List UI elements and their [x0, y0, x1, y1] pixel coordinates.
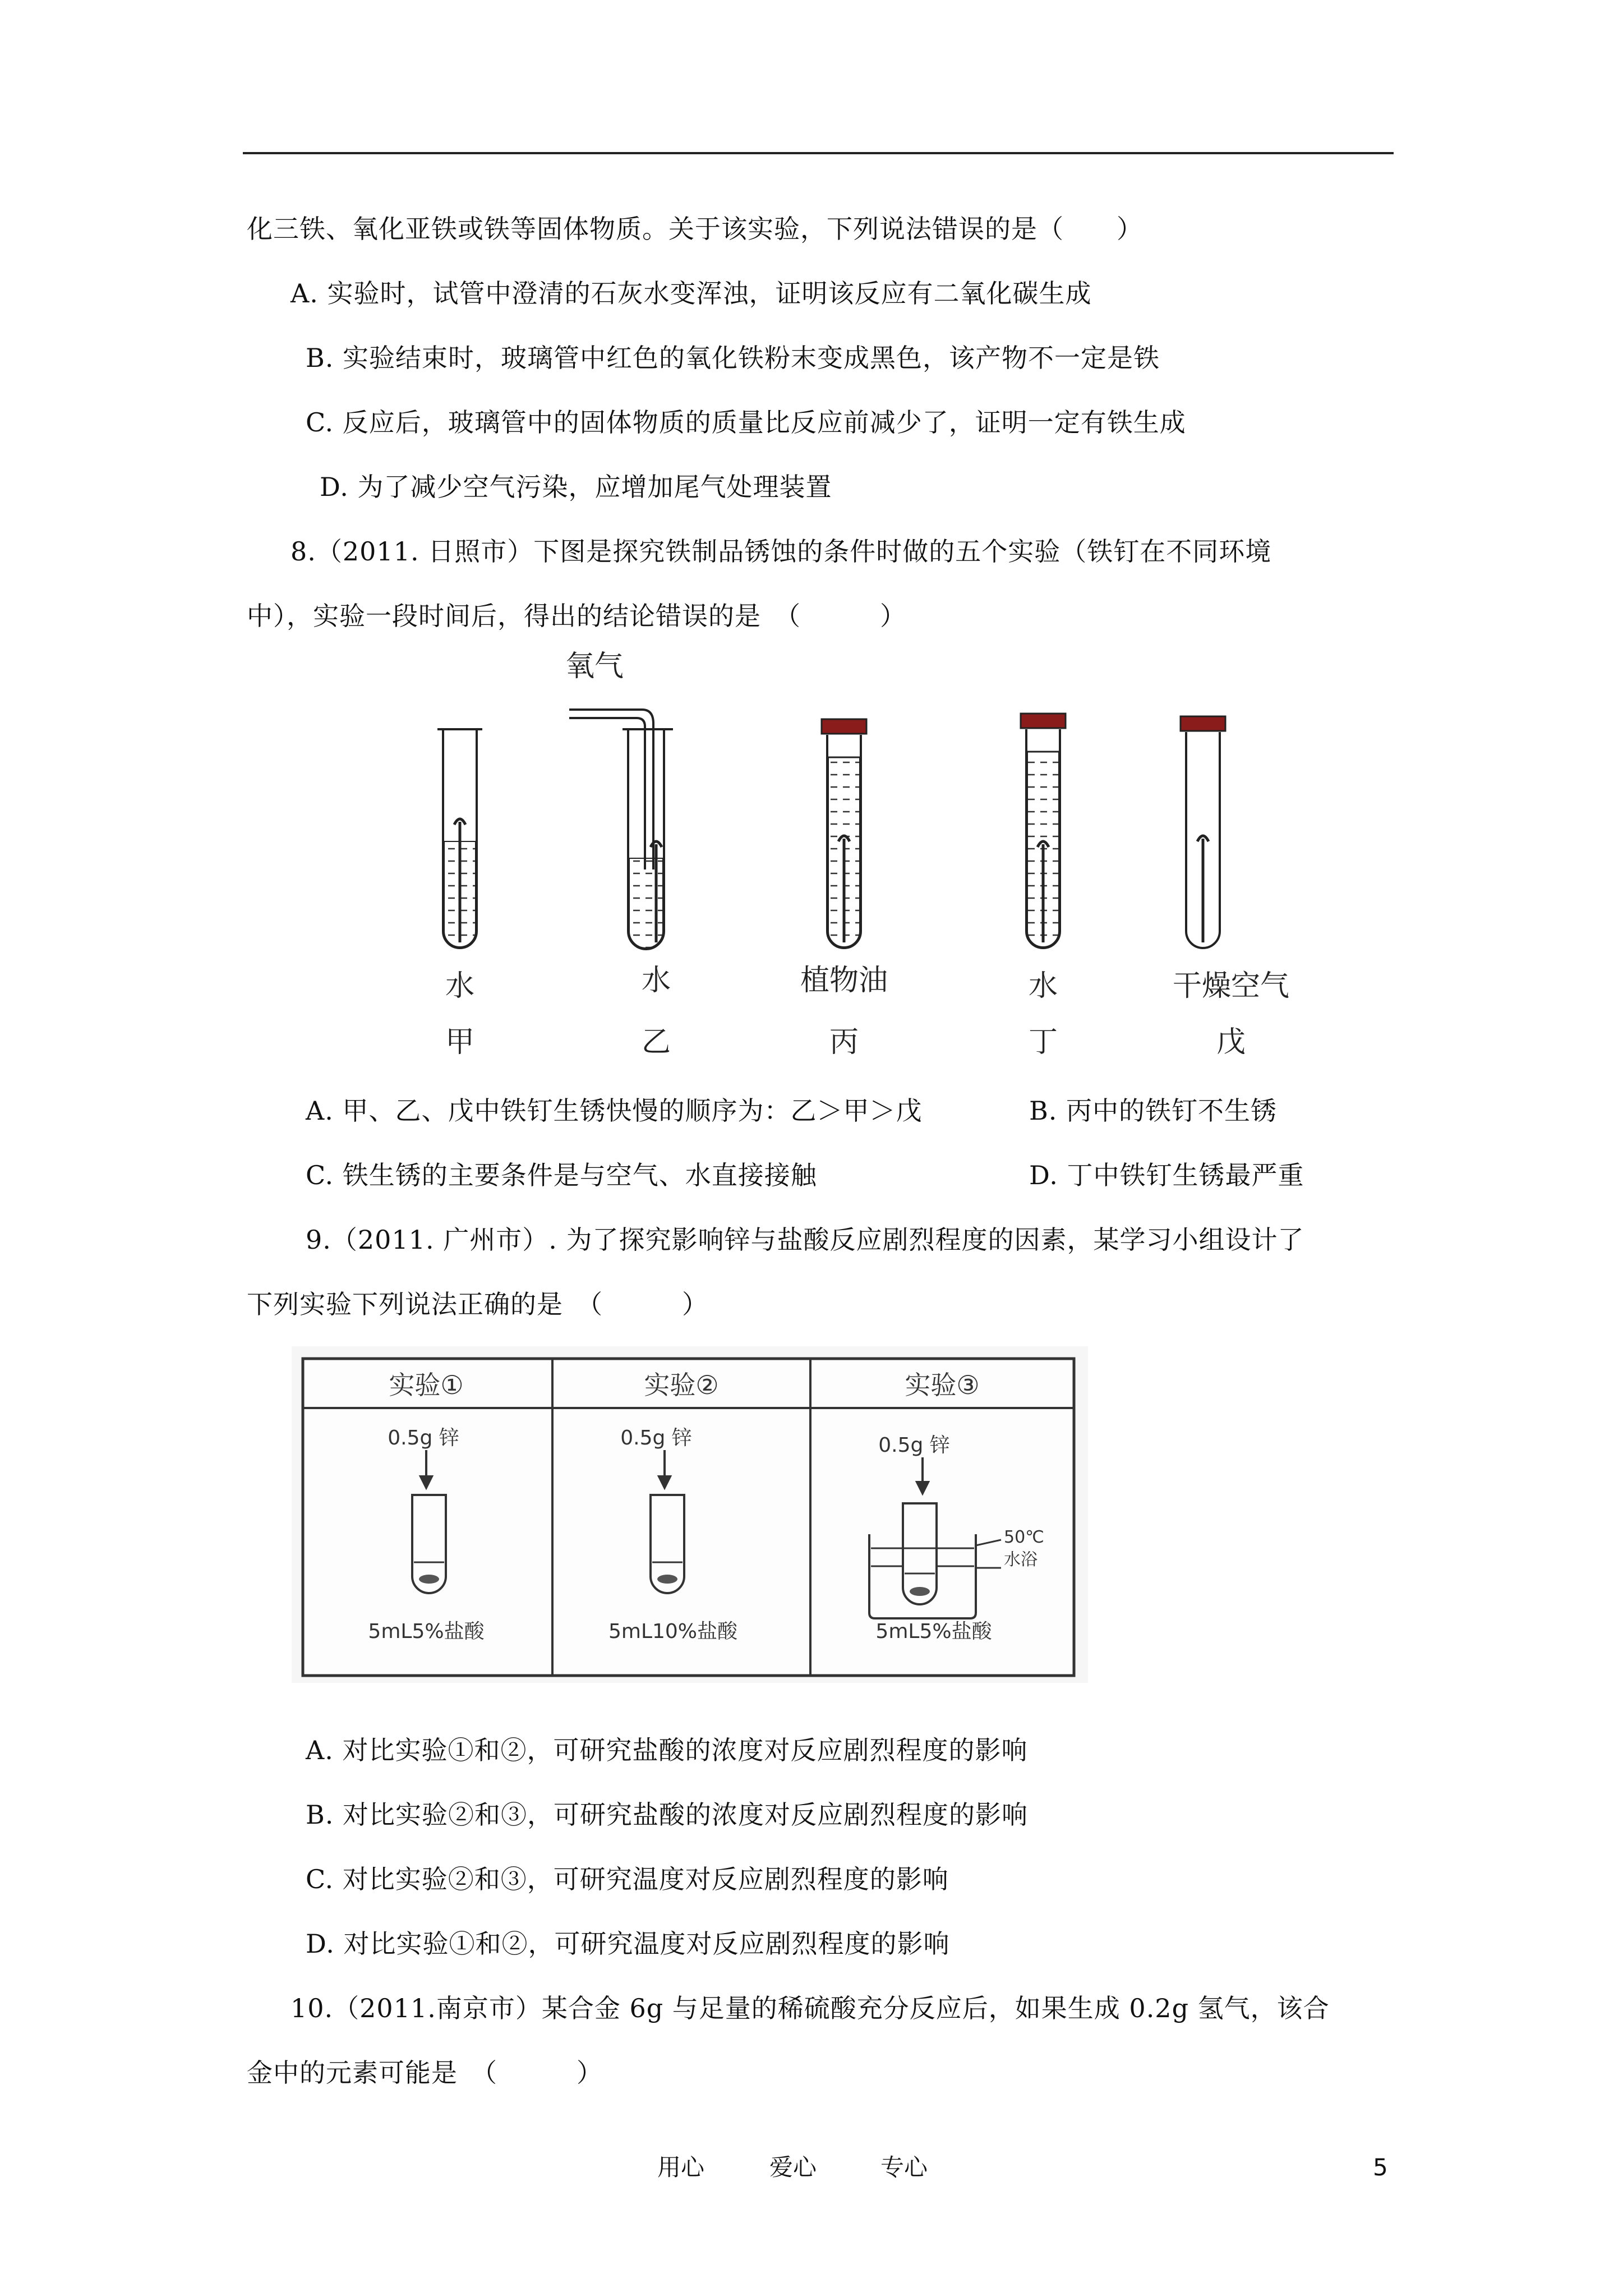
question-9-line-1: 9.（2011. 广州市）. 为了探究影响锌与盐酸反应剧烈程度的因素，某学习小组设计了 — [306, 1225, 1304, 1255]
table-header: 实验③ — [905, 1370, 980, 1400]
acid-label: 5mL5%盐酸 — [368, 1620, 485, 1643]
option-9a: A. 对比实验①和②，可研究盐酸的浓度对反应剧烈程度的影响 — [306, 1735, 1028, 1765]
page-number: 5 — [1373, 2154, 1388, 2181]
bath-temperature: 50℃ — [1004, 1527, 1044, 1547]
zinc-label: 0.5g 锌 — [388, 1427, 459, 1450]
question-10-line-1: 10.（2011.南京市）某合金 6g 与足量的稀硫酸充分反应后，如果生成 0.2g 氢气，该合 — [291, 1993, 1330, 2023]
question-10-line-2: 金中的元素可能是 （ ） — [247, 2058, 603, 2088]
option-9c: C. 对比实验②和③，可研究温度对反应剧烈程度的影响 — [306, 1864, 949, 1894]
option-7d: D. 为了减少空气污染，应增加尾气处理装置 — [320, 472, 832, 502]
tube-content-label: 水 — [641, 964, 671, 997]
footer-text: 专心 — [880, 2154, 928, 2181]
text-line: 化三铁、氧化亚铁或铁等固体物质。关于该实验，下列说法错误的是（ ） — [247, 214, 1143, 244]
option-8d: D. 丁中铁钉生锈最严重 — [1029, 1160, 1304, 1190]
option-7c: C. 反应后，玻璃管中的固体物质的质量比反应前减少了，证明一定有铁生成 — [306, 407, 1186, 438]
header-rule — [243, 152, 1394, 154]
bath-label: 水浴 — [1004, 1550, 1038, 1570]
zinc-acid-experiment-figure — [292, 1346, 1088, 1683]
footer-text: 爱心 — [769, 2154, 817, 2181]
question-9-line-2: 下列实验下列说法正确的是 （ ） — [247, 1289, 708, 1319]
rusting-experiment-figure — [409, 645, 1352, 1071]
tube-name-label: 甲 — [445, 1025, 475, 1059]
question-8-line-1: 8.（2011. 日照市）下图是探究铁制品锈蚀的条件时做的五个实验（铁钉在不同环境 — [291, 536, 1272, 567]
table-header: 实验② — [644, 1370, 719, 1400]
question-8-line-2: 中），实验一段时间后，得出的结论错误的是 （ ） — [247, 601, 906, 631]
option-7b: B. 实验结束时，玻璃管中红色的氧化铁粉末变成黑色，该产物不一定是铁 — [306, 343, 1160, 373]
option-9d: D. 对比实验①和②，可研究温度对反应剧烈程度的影响 — [306, 1929, 950, 1959]
table-header: 实验① — [389, 1370, 464, 1400]
tube-name-label: 乙 — [641, 1025, 671, 1059]
footer-text: 用心 — [657, 2154, 705, 2181]
option-8b: B. 丙中的铁钉不生锈 — [1029, 1096, 1278, 1126]
tube-content-label: 水 — [445, 969, 475, 1003]
zinc-label: 0.5g 锌 — [620, 1427, 692, 1450]
option-7a: A. 实验时，试管中澄清的石灰水变浑浊，证明该反应有二氧化碳生成 — [291, 278, 1092, 309]
gas-label: 氧气 — [565, 650, 624, 683]
tube-content-label: 植物油 — [800, 964, 888, 997]
tube-name-label: 丁 — [1028, 1025, 1058, 1059]
acid-label: 5mL5%盐酸 — [875, 1620, 992, 1643]
tube-content-label: 水 — [1028, 969, 1058, 1003]
zinc-label: 0.5g 锌 — [878, 1434, 950, 1457]
acid-label: 5mL10%盐酸 — [608, 1620, 738, 1643]
tube-name-label: 丙 — [829, 1025, 859, 1059]
tube-content-label: 干燥空气 — [1172, 969, 1290, 1003]
option-9b: B. 对比实验②和③，可研究盐酸的浓度对反应剧烈程度的影响 — [306, 1800, 1029, 1830]
option-8a: A. 甲、乙、戊中铁钉生锈快慢的顺序为：乙＞甲＞戊 — [306, 1096, 923, 1126]
tube-name-label: 戊 — [1216, 1025, 1246, 1059]
option-8c: C. 铁生锈的主要条件是与空气、水直接接触 — [306, 1160, 817, 1190]
